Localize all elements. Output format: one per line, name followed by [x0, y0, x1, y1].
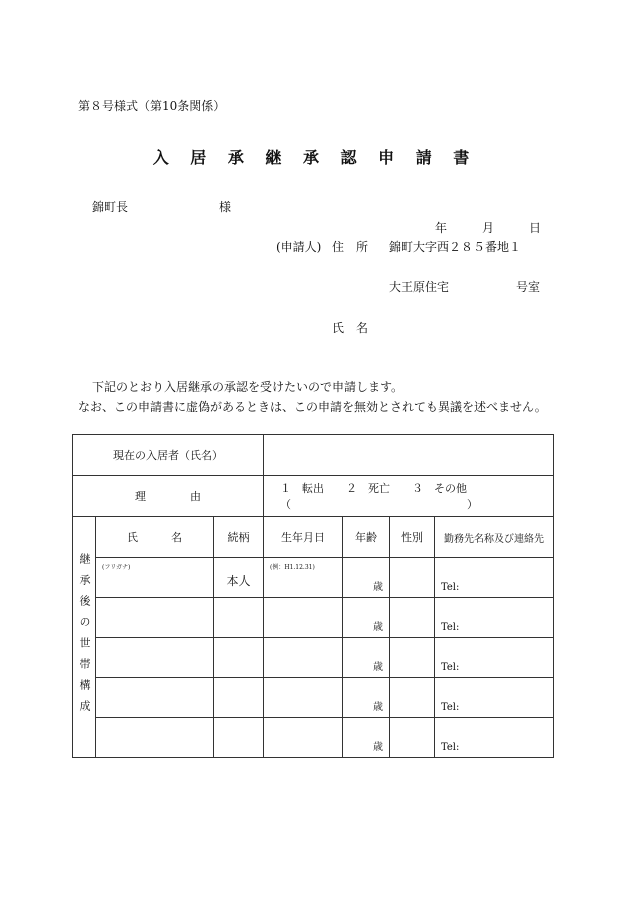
document-title: 入 居 承 継 承 認 申 請 書 — [152, 148, 478, 167]
gender-cell[interactable] — [390, 718, 435, 758]
header-relation: 続柄 — [214, 517, 264, 558]
table-row — [73, 718, 554, 758]
current-resident-field[interactable] — [264, 435, 554, 476]
contact-cell[interactable] — [435, 558, 554, 598]
household-section-label: 継承後の世帯構成 — [73, 517, 96, 758]
relation-self: 本人 — [226, 574, 251, 588]
age-cell[interactable] — [343, 638, 390, 678]
age-unit: 歳 — [373, 702, 383, 713]
birthdate-cell[interactable] — [264, 678, 343, 718]
table-row — [73, 598, 554, 638]
age-unit: 歳 — [373, 582, 383, 593]
date-month: 月 — [482, 221, 495, 235]
header-gender: 性別 — [390, 517, 435, 558]
tel-label: Tel: — [441, 622, 460, 633]
birthdate-cell[interactable] — [264, 558, 343, 598]
body-line-1: 下記のとおり入居継承の承認を受けたいので申請します。 — [92, 380, 404, 394]
tel-label: Tel: — [441, 662, 460, 673]
birthdate-cell[interactable] — [264, 718, 343, 758]
form-number: 第８号様式（第10条関係） — [78, 99, 226, 113]
furigana-label: (フリガナ) — [102, 564, 131, 571]
age-cell[interactable] — [343, 678, 390, 718]
addressee-name: 錦町長 — [92, 200, 129, 214]
table-row — [73, 678, 554, 718]
tel-label: Tel: — [441, 742, 460, 753]
member-name-cell[interactable] — [96, 558, 214, 598]
address-value: 錦町大字西２８５番地１ — [389, 240, 522, 254]
tel-label: Tel: — [441, 702, 460, 713]
reason-label: 理 由 — [73, 476, 264, 517]
building-name: 大王原住宅 — [389, 280, 450, 294]
gender-cell[interactable] — [390, 558, 435, 598]
gender-cell[interactable] — [390, 598, 435, 638]
age-unit: 歳 — [373, 622, 383, 633]
age-cell[interactable] — [343, 718, 390, 758]
birthdate-example: (例：H1.12.31) — [270, 564, 315, 571]
birthdate-cell[interactable] — [264, 638, 343, 678]
address-label: 住 所 — [332, 240, 369, 254]
table-row — [73, 638, 554, 678]
header-age: 年齢 — [343, 517, 390, 558]
relation-cell[interactable] — [214, 718, 264, 758]
relation-cell[interactable] — [214, 598, 264, 638]
contact-cell[interactable] — [435, 638, 554, 678]
member-name-cell[interactable] — [96, 638, 214, 678]
birthdate-cell[interactable] — [264, 598, 343, 638]
member-name-cell[interactable] — [96, 598, 214, 638]
tel-label: Tel: — [441, 582, 460, 593]
age-cell[interactable] — [343, 598, 390, 638]
application-table — [72, 434, 554, 758]
applicant-label: (申請人) — [276, 240, 322, 254]
relation-cell[interactable] — [214, 558, 264, 598]
contact-cell[interactable] — [435, 678, 554, 718]
member-name-cell[interactable] — [96, 718, 214, 758]
contact-cell[interactable] — [435, 718, 554, 758]
name-label: 氏 名 — [332, 321, 369, 335]
relation-cell[interactable] — [214, 638, 264, 678]
contact-cell[interactable] — [435, 598, 554, 638]
reason-options[interactable]: １ 転出 ２ 死亡 ３ その他（ ） — [264, 476, 554, 517]
gender-cell[interactable] — [390, 638, 435, 678]
age-unit: 歳 — [373, 662, 383, 673]
header-name: 氏 名 — [96, 517, 214, 558]
addressee-honorific: 様 — [219, 200, 232, 214]
date-year: 年 — [435, 221, 448, 235]
age-unit: 歳 — [373, 742, 383, 753]
date-day: 日 — [529, 221, 542, 235]
relation-cell[interactable] — [214, 678, 264, 718]
header-birthdate: 生年月日 — [264, 517, 343, 558]
current-resident-label: 現在の入居者（氏名） — [73, 435, 264, 476]
age-cell[interactable] — [343, 558, 390, 598]
member-name-cell[interactable] — [96, 678, 214, 718]
room-label: 号室 — [516, 280, 541, 294]
body-line-2: なお、この申請書に虚偽があるときは、この申請を無効とされても異議を述べません。 — [78, 400, 547, 414]
table-row — [73, 558, 554, 598]
gender-cell[interactable] — [390, 678, 435, 718]
header-workplace: 勤務先名称及び連絡先 — [435, 517, 554, 558]
